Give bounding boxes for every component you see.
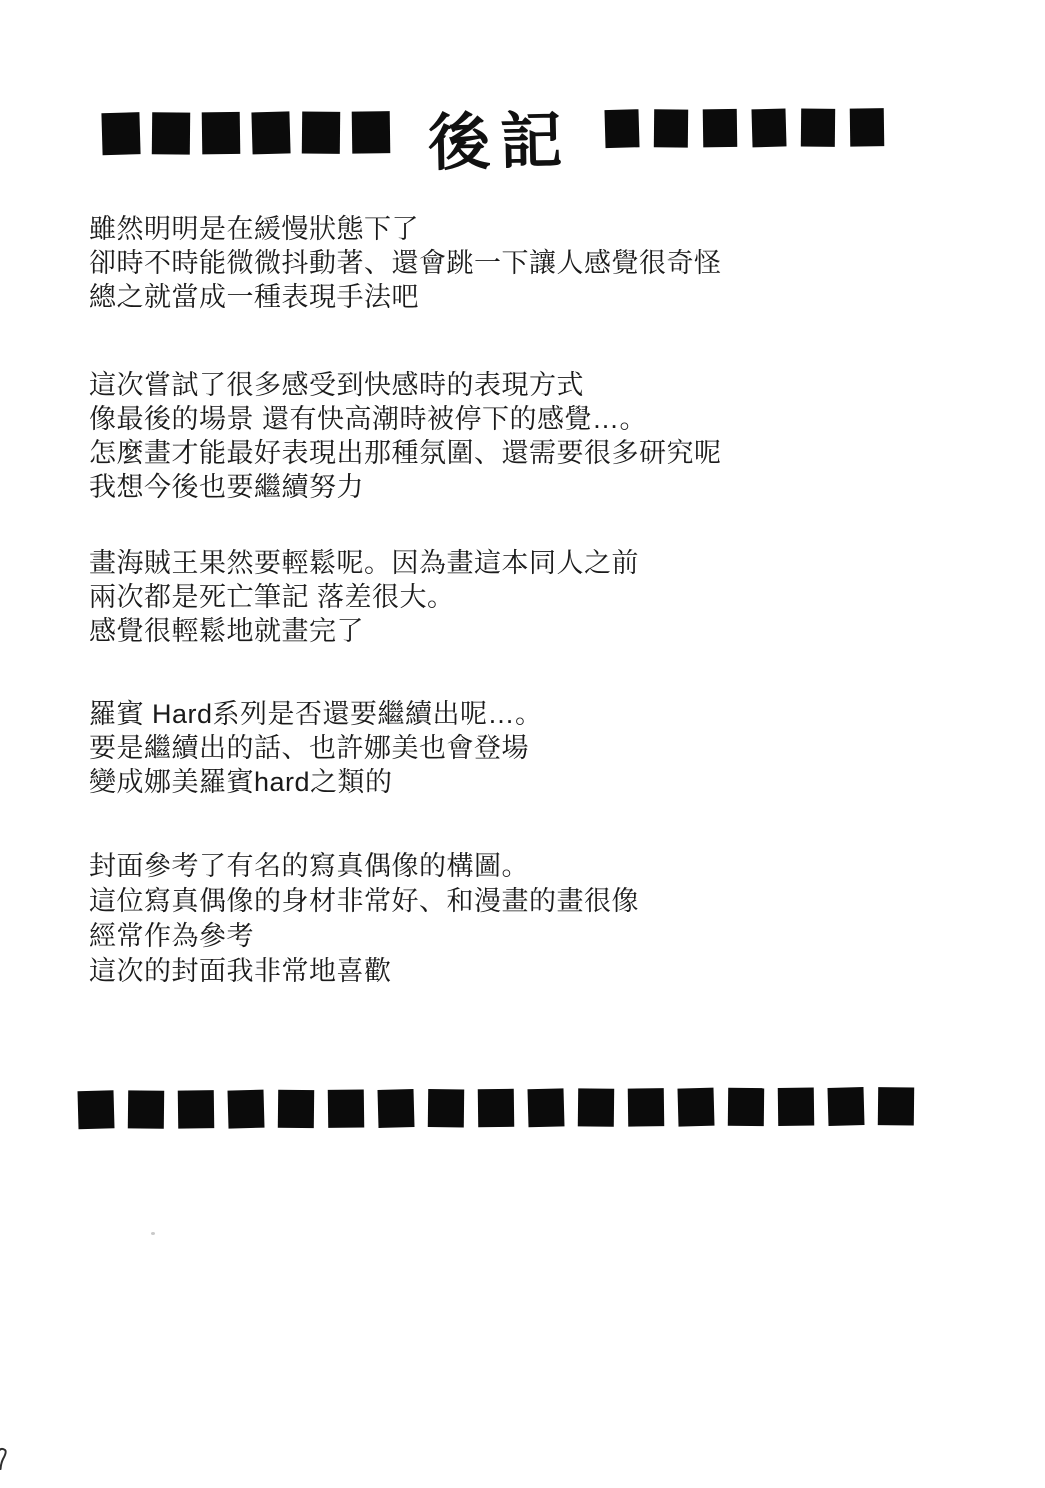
handwritten-corner-mark <box>0 1447 13 1473</box>
decor-square <box>578 1088 614 1126</box>
top-left-square-row <box>102 111 402 155</box>
text-line: 感覺很輕鬆地就畫完了 <box>89 616 364 646</box>
text-line: 要是繼續出的話、也許娜美也會登場 <box>89 733 529 763</box>
text-line: 像最後的場景 還有快高潮時被停下的感覺…。 <box>89 404 648 434</box>
text-line: 怎麼畫才能最好表現出那種氛圍、還需要很多研究呢 <box>89 438 722 468</box>
scan-speck <box>151 1232 155 1235</box>
text-line: 雖然明明是在緩慢狀態下了 <box>89 214 419 244</box>
decor-square <box>728 1088 764 1126</box>
decor-square <box>628 1088 664 1126</box>
text-line: 畫海賊王果然要輕鬆呢。因為畫這本同人之前 <box>89 548 639 578</box>
text-line: 卻時不時能微微抖動著、還會跳一下讓人感覺很奇怪 <box>89 248 722 278</box>
text-line: 封面參考了有名的寫真偶像的構圖。 <box>89 851 529 881</box>
text-line: 經常作為參考 <box>89 921 254 951</box>
decor-square <box>328 1089 364 1127</box>
decor-square <box>654 109 688 147</box>
decor-square <box>878 1087 914 1125</box>
decor-square <box>677 1088 714 1127</box>
decor-square <box>251 111 290 154</box>
decor-square <box>128 1090 164 1128</box>
bottom-square-row <box>78 1087 928 1129</box>
decor-square <box>778 1087 814 1125</box>
text-line: 兩次都是死亡筆記 落差很大。 <box>89 582 455 612</box>
decor-square <box>178 1090 214 1128</box>
paragraph <box>89 546 639 648</box>
text-line: 這次的封面我非常地喜歡 <box>89 956 392 986</box>
decor-square <box>101 112 140 155</box>
decor-square <box>751 108 786 147</box>
decor-square <box>227 1090 264 1129</box>
paragraph <box>89 368 722 504</box>
decor-square <box>377 1089 414 1128</box>
decor-square <box>152 112 190 154</box>
decor-square <box>428 1089 464 1127</box>
decor-square <box>302 111 340 153</box>
text-line: 我想今後也要繼續努力 <box>89 472 364 502</box>
decor-square <box>77 1090 114 1129</box>
decor-square <box>352 111 391 154</box>
decor-square <box>850 108 885 146</box>
text-line: 這次嘗試了很多感受到快感時的表現方式 <box>89 370 584 400</box>
paragraph <box>89 212 722 314</box>
decor-square <box>801 108 835 146</box>
paragraph <box>89 697 543 799</box>
page-title: 後記 <box>427 106 573 179</box>
text-line: 總之就當成一種表現手法吧 <box>89 282 419 312</box>
decor-square <box>202 112 241 155</box>
text-line: 羅賓 Hard系列是否還要繼續出呢…。 <box>89 699 543 729</box>
decor-square <box>604 109 639 148</box>
decor-square <box>478 1089 514 1127</box>
top-right-square-row <box>605 108 899 148</box>
text-line: 變成娜美羅賓hard之類的 <box>89 767 393 797</box>
decor-square <box>527 1088 564 1127</box>
decor-square <box>278 1090 314 1128</box>
text-line: 這位寫真偶像的身材非常好、和漫畫的畫很像 <box>89 886 639 916</box>
decor-square <box>827 1087 864 1126</box>
paragraph <box>89 849 639 989</box>
decor-square <box>703 109 738 147</box>
